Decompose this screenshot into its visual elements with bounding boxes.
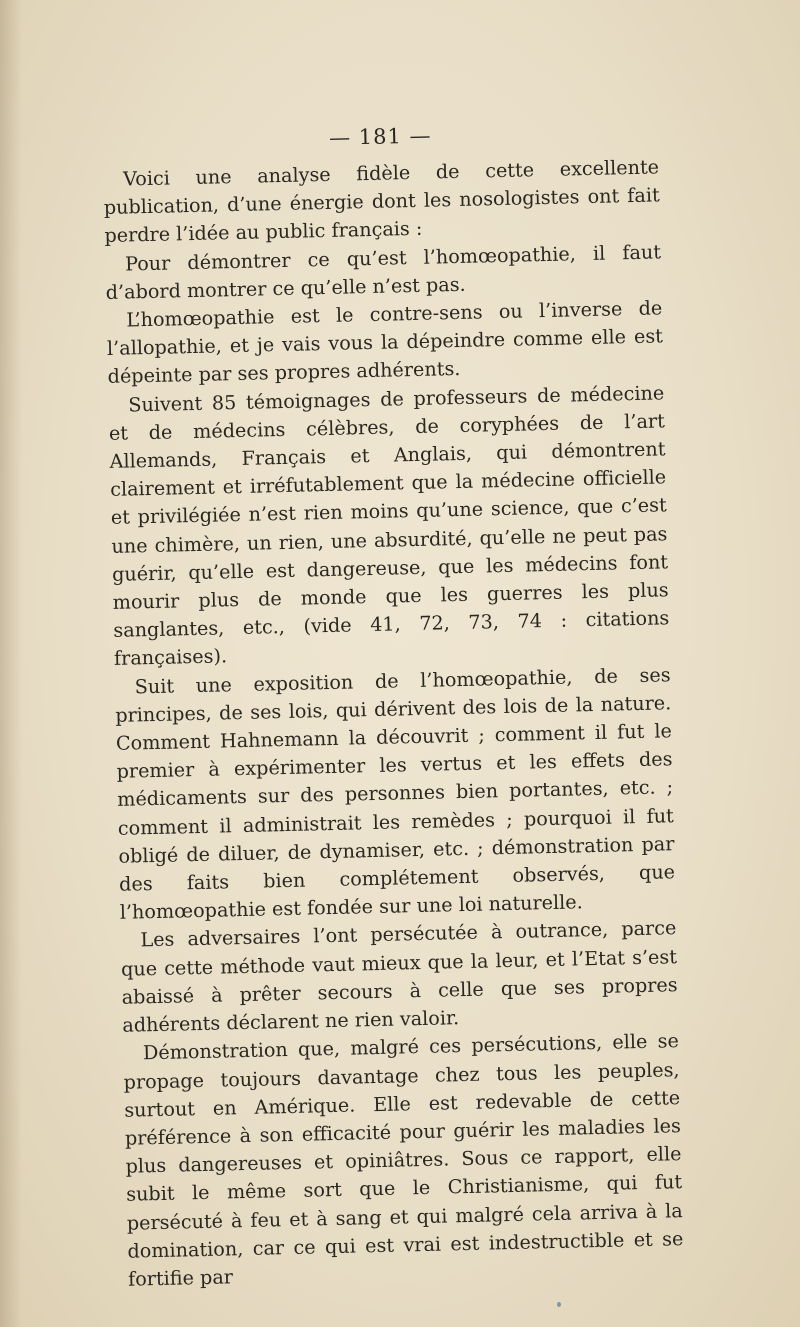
- ink-speck: [557, 1302, 561, 1307]
- page-edge-shadow: [0, 0, 22, 1327]
- paragraph-6: Les adversaires l’ont persécutée à outrance, parce que cette méthode vaut mieux que la leur, et l’Etat s’est abaissé à prêter secours à celle que ses propres adhérents déclarent ne rien valoir.: [120, 916, 678, 1037]
- page-text-block: [102, 115, 684, 1293]
- paragraph-7: Démonstration que, malgré ces persécutions, elle se propage toujours davantage chez tous les peuples, surtout en Amérique. Elle est redevable de cette préférence à son efficacité pour guérir les maladies les plus dangereuses et opiniâtres. Sous ce rapport, elle subit le même sort que le Christianisme, qui fut persécuté à feu et à sang et qui malgré cela arriva à la domination, car ce qui est vrai est indestructible et se fortifie par: [123, 1029, 684, 1291]
- paragraph-5: Suit une exposition de l’homœopathie, de ses principes, de ses lois, qui dérivent des lois de la nature. Comment Hahnemann la découvrit ; comment il fut le premier à expérimenter les vertus et les effets des médicaments sur des personnes bien portantes, etc. ; comment il administrait les remèdes ; pourquoi il fut obligé de diluer, de dynamiser, etc. ; démonstration par des faits bien complétement observés, que l’homœopathie est fondée sur une loi naturelle.: [115, 662, 676, 925]
- paragraph-2: Pour démontrer ce qu’est l’homœopathie, il faut d’abord montrer ce qu’elle n’est pas.: [105, 239, 662, 304]
- page-number: — 181 —: [328, 123, 432, 150]
- paragraph-1: Voici une analyse fidèle de cette excellente publication, d’une énergie dont les nosologistes ont fait perdre l’idée au public français :: [103, 155, 660, 248]
- paragraph-4: Suivent 85 témoignages de professeurs de médecine et de médecins célèbres, de coryphées de l’art Allemands, Français et Anglais, qui démontrent clairement et irréfutablement que la médecine officielle et privilégiée n’est rien moins qu’une science, que c’est une chimère, un rien, une absurdité, qu’elle ne peut pas guérir, qu’elle est dangereuse, que les médecins font mourir plus de monde que les guerres les plus sanglantes, etc., (vide 41, 72, 73, 74 : citations françaises).: [108, 380, 670, 671]
- paragraph-3: L’homœopathie est le contre-sens ou l’inverse de l’allopathie, et je vais vous la dépeindre comme elle est dépeinte par ses propres adhérents.: [106, 296, 664, 389]
